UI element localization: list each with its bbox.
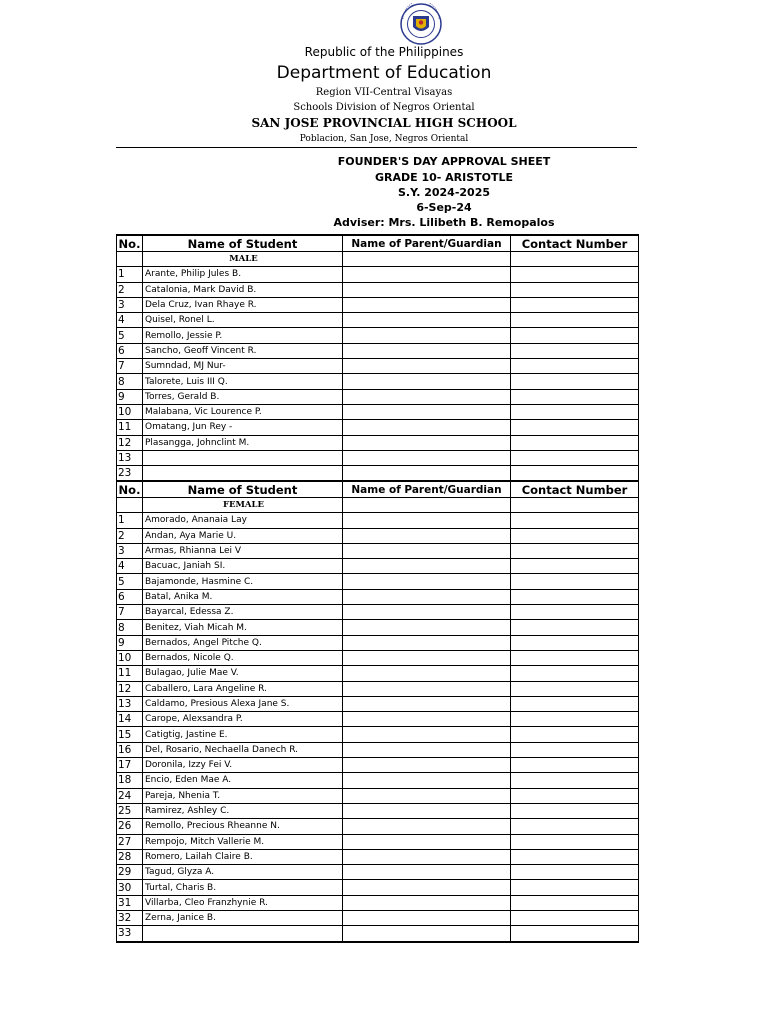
table-row [117,865,639,880]
table-row [117,267,639,282]
table-row [117,911,639,926]
school-address: Poblacion, San Jose, Negros Oriental [299,134,469,144]
row-number: 15 [117,727,143,742]
parent-name-cell [343,605,511,620]
col-header-contact: Contact Number [511,481,639,498]
table-row [117,696,639,711]
contact-number-cell [511,359,639,374]
student-name: Amorado, Ananaia Lay [143,513,343,528]
student-name: Torres, Gerald B. [143,389,343,404]
student-name: Plasangga, Johnclint M. [143,435,343,450]
parent-name-cell [343,666,511,681]
student-name: Batal, Anika M. [143,589,343,604]
table-row [117,574,639,589]
contact-number-cell [511,803,639,818]
table-row [117,834,639,849]
parent-name-cell [343,374,511,389]
table-row [117,528,639,543]
table-row [117,420,639,435]
table-row [117,666,639,681]
region-line: Region VII-Central Visayas [315,87,453,98]
grade-section: GRADE 10- ARISTOTLE [374,171,514,184]
parent-name-cell [343,620,511,635]
contact-number-cell [511,574,639,589]
row-number: 8 [117,620,143,635]
contact-number-cell [511,666,639,681]
contact-number-cell [511,435,639,450]
adviser-line: Adviser: Mrs. Lilibeth B. Remopalos [333,216,555,229]
table-row [117,313,639,328]
contact-number-cell [511,681,639,696]
parent-name-cell [343,328,511,343]
table-row [117,773,639,788]
table-row [117,605,639,620]
parent-name-cell [343,819,511,834]
table-row [117,926,639,942]
school-name: SAN JOSE PROVINCIAL HIGH SCHOOL [251,116,517,130]
row-number: 8 [117,374,143,389]
female-section-label: FEMALE [143,498,343,513]
division-line: Schools Division of Negros Oriental [293,102,475,113]
contact-number-cell [511,282,639,297]
table-row [117,343,639,358]
table-row [117,389,639,404]
student-name: Villarba, Cleo Franzhynie R. [143,895,343,910]
table-row [117,650,639,665]
parent-name-cell [343,788,511,803]
row-number: 33 [117,926,143,942]
table-row [117,404,639,419]
contact-number-cell [511,420,639,435]
row-number: 28 [117,849,143,864]
table-row [117,880,639,895]
student-name [143,450,343,465]
student-name: Quisel, Ronel L. [143,313,343,328]
event-date: 6-Sep-24 [416,201,472,214]
contact-number-cell [511,297,639,312]
student-name: Sancho, Geoff Vincent R. [143,343,343,358]
student-name: Caballero, Lara Angeline R. [143,681,343,696]
student-name: Catigtig, Jastine E. [143,727,343,742]
parent-name-cell [343,359,511,374]
parent-name-cell [343,513,511,528]
row-number: 11 [117,666,143,681]
contact-number-cell [511,742,639,757]
male-student-table [116,234,639,482]
contact-number-cell [511,696,639,711]
row-number: 2 [117,528,143,543]
student-name: Bacuac, Janiah SI. [143,559,343,574]
col-header-student: Name of Student [143,481,343,498]
parent-name-cell [343,865,511,880]
contact-number-cell [511,513,639,528]
parent-name-cell [343,574,511,589]
parent-name-cell [343,773,511,788]
student-name: Bulagao, Julie Mae V. [143,666,343,681]
parent-name-cell [343,450,511,465]
col-header-no: No. [117,235,143,252]
table-row [117,681,639,696]
row-number: 27 [117,834,143,849]
table-row [117,895,639,910]
row-number: 24 [117,788,143,803]
contact-number-cell [511,895,639,910]
deped-seal-logo [390,3,452,45]
student-name: Carope, Alexsandra P. [143,712,343,727]
contact-number-cell [511,727,639,742]
table-row [117,758,639,773]
contact-number-cell [511,712,639,727]
contact-number-cell [511,758,639,773]
parent-name-cell [343,389,511,404]
student-name: Ramirez, Ashley C. [143,803,343,818]
row-number: 4 [117,313,143,328]
contact-number-cell [511,343,639,358]
table-header-row [117,481,639,498]
contact-number-cell [511,559,639,574]
student-name: Catalonia, Mark David B. [143,282,343,297]
student-name: Bajamonde, Hasmine C. [143,574,343,589]
parent-name-cell [343,696,511,711]
table-row [117,635,639,650]
contact-number-cell [511,650,639,665]
contact-number-cell [511,328,639,343]
row-number: 5 [117,328,143,343]
row-number: 26 [117,819,143,834]
student-name: Sumndad, MJ Nur- [143,359,343,374]
row-number: 11 [117,420,143,435]
row-number: 4 [117,559,143,574]
student-name: Doronila, Izzy Fei V. [143,758,343,773]
table-row [117,359,639,374]
table-row [117,803,639,818]
table-row [117,742,639,757]
table-row [117,849,639,864]
sheet-title: FOUNDER'S DAY APPROVAL SHEET [337,155,551,168]
contact-number-cell [511,880,639,895]
row-number: 6 [117,589,143,604]
parent-name-cell [343,742,511,757]
row-number: 10 [117,404,143,419]
parent-name-cell [343,834,511,849]
row-number: 16 [117,742,143,757]
table-row [117,589,639,604]
row-number: 1 [117,513,143,528]
parent-name-cell [343,926,511,942]
row-number: 10 [117,650,143,665]
row-number: 7 [117,359,143,374]
parent-name-cell [343,911,511,926]
row-number: 7 [117,605,143,620]
student-name: Encio, Eden Mae A. [143,773,343,788]
student-name: Bernados, Nicole Q. [143,650,343,665]
table-row [117,620,639,635]
male-section-label: MALE [143,252,343,267]
table-row [117,435,639,450]
department-name: Department of Education [276,63,492,83]
contact-number-cell [511,543,639,558]
parent-name-cell [343,727,511,742]
contact-number-cell [511,589,639,604]
row-number: 18 [117,773,143,788]
row-number: 3 [117,297,143,312]
header-divider [116,147,637,148]
contact-number-cell [511,788,639,803]
student-name: Dela Cruz, Ivan Rhaye R. [143,297,343,312]
parent-name-cell [343,267,511,282]
parent-name-cell [343,895,511,910]
student-name [143,926,343,942]
contact-number-cell [511,635,639,650]
student-name: Bayarcal, Edessa Z. [143,605,343,620]
section-label-row [117,252,639,267]
col-header-no: No. [117,481,143,498]
col-header-parent: Name of Parent/Guardian [343,235,511,252]
student-name: Del, Rosario, Nechaella Danech R. [143,742,343,757]
parent-name-cell [343,880,511,895]
parent-name-cell [343,712,511,727]
col-header-student: Name of Student [143,235,343,252]
parent-name-cell [343,297,511,312]
table-row [117,788,639,803]
contact-number-cell [511,926,639,942]
table-row [117,712,639,727]
table-row [117,559,639,574]
parent-name-cell [343,650,511,665]
parent-name-cell [343,282,511,297]
school-year: S.Y. 2024-2025 [397,186,491,199]
parent-name-cell [343,849,511,864]
contact-number-cell [511,911,639,926]
table-header-row [117,235,639,252]
row-number: 1 [117,267,143,282]
row-number: 31 [117,895,143,910]
parent-name-cell [343,313,511,328]
contact-number-cell [511,374,639,389]
row-number: 13 [117,450,143,465]
row-number: 32 [117,911,143,926]
contact-number-cell [511,528,639,543]
student-name: Arante, Philip Jules B. [143,267,343,282]
row-number: 29 [117,865,143,880]
row-number: 12 [117,681,143,696]
parent-name-cell [343,589,511,604]
parent-name-cell [343,420,511,435]
student-name: Pareja, Nhenia T. [143,788,343,803]
student-name: Talorete, Luis III Q. [143,374,343,389]
student-name: Zerna, Janice B. [143,911,343,926]
contact-number-cell [511,450,639,465]
contact-number-cell [511,849,639,864]
col-header-parent: Name of Parent/Guardian [343,481,511,498]
student-name: Remollo, Jessie P. [143,328,343,343]
parent-name-cell [343,404,511,419]
parent-name-cell [343,758,511,773]
contact-number-cell [511,865,639,880]
row-number: 3 [117,543,143,558]
row-number: 2 [117,282,143,297]
student-name: Andan, Aya Marie U. [143,528,343,543]
contact-number-cell [511,819,639,834]
row-number: 9 [117,389,143,404]
contact-number-cell [511,313,639,328]
table-row [117,450,639,465]
country-line: Republic of the Philippines [304,45,464,59]
row-number: 17 [117,758,143,773]
contact-number-cell [511,605,639,620]
row-number: 12 [117,435,143,450]
table-row [117,543,639,558]
contact-number-cell [511,404,639,419]
student-name: Benitez, Viah Micah M. [143,620,343,635]
row-number: 23 [117,466,143,482]
row-number: 6 [117,343,143,358]
contact-number-cell [511,773,639,788]
contact-number-cell [511,389,639,404]
row-number: 9 [117,635,143,650]
parent-name-cell [343,803,511,818]
student-name: Caldamo, Presious Alexa Jane S. [143,696,343,711]
student-name: Romero, Lailah Claire B. [143,849,343,864]
table-row [117,374,639,389]
parent-name-cell [343,681,511,696]
parent-name-cell [343,635,511,650]
contact-number-cell [511,267,639,282]
table-row [117,282,639,297]
table-row [117,727,639,742]
student-name: Turtal, Charis B. [143,880,343,895]
student-name: Armas, Rhianna Lei V [143,543,343,558]
student-name: Bernados, Angel Pitche Q. [143,635,343,650]
parent-name-cell [343,343,511,358]
parent-name-cell [343,435,511,450]
table-row [117,513,639,528]
contact-number-cell [511,834,639,849]
student-name: Tagud, Glyza A. [143,865,343,880]
parent-name-cell [343,559,511,574]
contact-number-cell [511,620,639,635]
student-name: Remollo, Precious Rheanne N. [143,819,343,834]
parent-name-cell [343,528,511,543]
female-student-table [116,480,639,943]
parent-name-cell [343,543,511,558]
col-header-contact: Contact Number [511,235,639,252]
section-label-row [117,498,639,513]
row-number: 13 [117,696,143,711]
table-row [117,297,639,312]
row-number: 25 [117,803,143,818]
student-name: Omatang, Jun Rey - [143,420,343,435]
row-number: 30 [117,880,143,895]
table-row [117,328,639,343]
student-name: Malabana, Vic Lourence P. [143,404,343,419]
row-number: 14 [117,712,143,727]
row-number: 5 [117,574,143,589]
table-row [117,819,639,834]
student-name: Rempojo, Mitch Vallerie M. [143,834,343,849]
